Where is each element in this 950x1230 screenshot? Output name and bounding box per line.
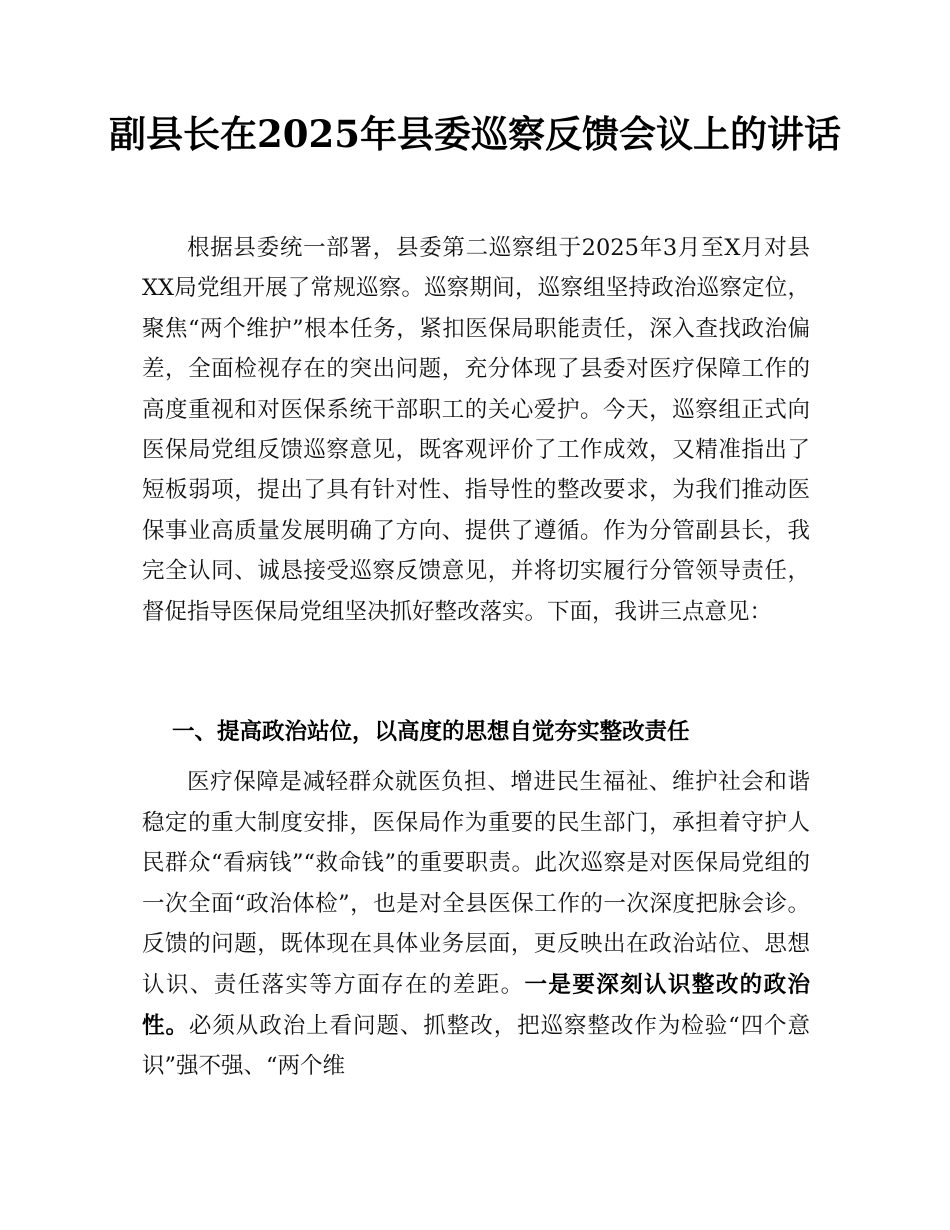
section-1-paragraph	[142, 762, 810, 1087]
document-title: 副县长在2025年县委巡察反馈会议上的讲话	[109, 112, 841, 156]
section-heading-1: 一、提高政治站位，以高度的思想自觉夯实整改责任	[172, 719, 690, 745]
section-1-text-part2: 必须从政治上看问题、抓整改，把巡察整改作为检验“四个意识”强不强、“两个维	[142, 1012, 810, 1080]
intro-paragraph: 根据县委统一部署，县委第二巡察组于2025年3月至X月对县XX局党组开展了常规巡察。巡察期间，巡察组坚持政治巡察定位，聚焦“两个维护”根本任务，紧扣医保局职能责任，深入查找政治偏差，全面检视存在的突出问题，充分体现了县委对医疗保障工作的高度重视和对医保系统干部职工的关心爱护。今天，巡察组正式向医保局党组反馈巡察意见，既客观评价了工作成效，又精准指出了短板弱项，提出了具有针对性、指导性的整改要求，为我们推动医保事业高质量发展明确了方向、提供了遵循。作为分管副县长，我完全认同、诚恳接受巡察反馈意见，并将切实履行分管领导责任，督促指导医保局党组坚决抓好整改落实。下面，我讲三点意见：	[142, 235, 810, 625]
section-1-text-part1: 医疗保障是减轻群众就医负担、增进民生福祉、维护社会和谐稳定的重大制度安排，医保局作为重要的民生部门，承担着守护人民群众“看病钱”“救命钱”的重要职责。此次巡察是对医保局党组的一次全面“政治体检”，也是对全县医保工作的一次深度把脉会诊。反馈的问题，既体现在具体业务层面，更反映出在政治站位、思想认识、责任落实等方面存在的差距。	[142, 769, 810, 998]
section-1-emphasis: 一是要深刻认识整改的政治性。	[142, 971, 810, 1039]
